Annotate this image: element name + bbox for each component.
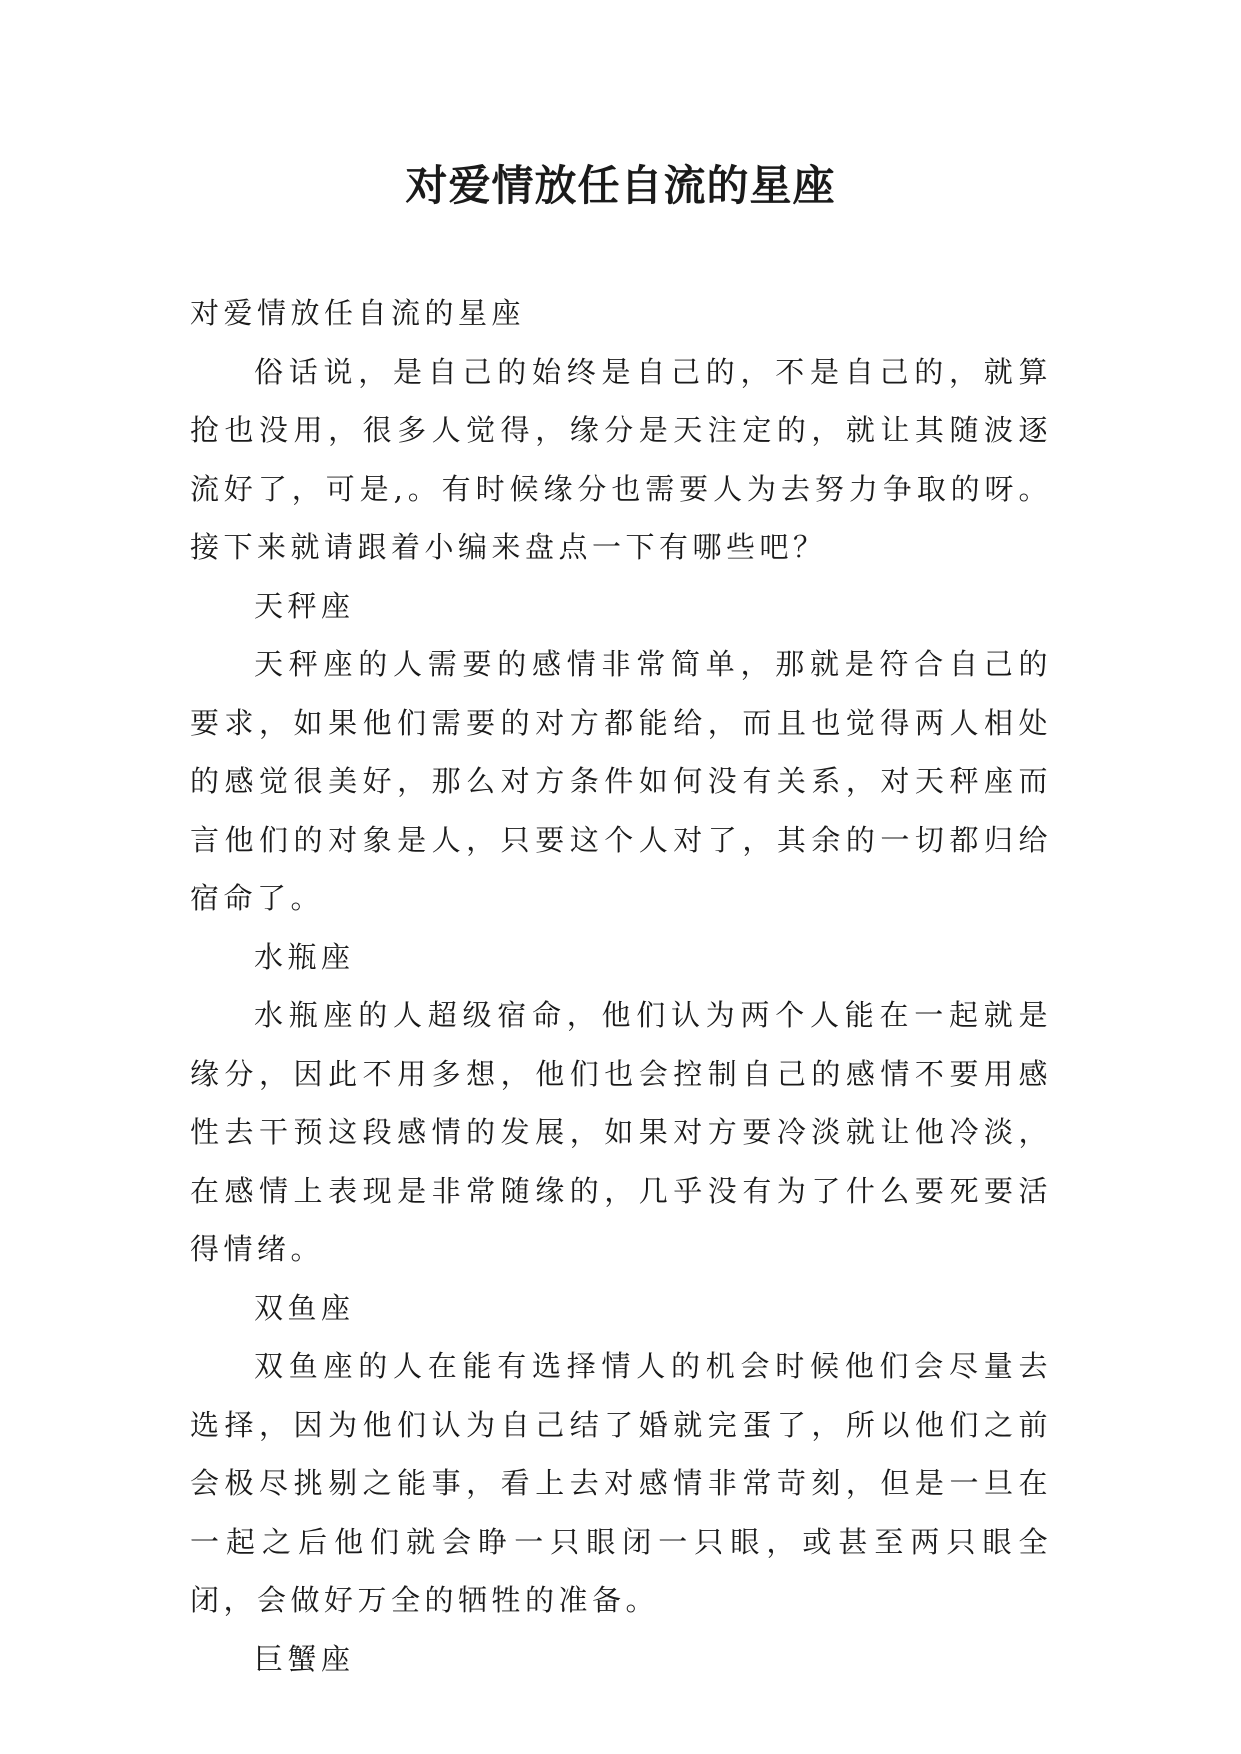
libra-paragraph: 天秤座的人需要的感情非常简单，那就是符合自己的要求，如果他们需要的对方都能给，而且也觉得两人相处的感觉很美好，那么对方条件如何没有关系，对天秤座而言他们的对象是人，只要这个人对了，其余的一切都归给宿命了。 xyxy=(190,647,1052,915)
document-subtitle: 对爱情放任自流的星座 xyxy=(190,296,526,330)
section-heading-cancer: 巨蟹座 xyxy=(254,1641,355,1676)
section-heading-aquarius: 水瓶座 xyxy=(254,939,355,974)
intro-paragraph: 俗话说，是自己的始终是自己的，不是自己的，就算抢也没用，很多人觉得，缘分是天注定的，就让其随波逐流好了，可是,。有时候缘分也需要人为去努力争取的呀。接下来就请跟着小编来盘点一下有哪些吧？ xyxy=(190,354,1052,564)
pisces-paragraph: 双鱼座的人在能有选择情人的机会时候他们会尽量去选择，因为他们认为自己结了婚就完蛋了，所以他们之前会极尽挑剔之能事，看上去对感情非常苛刻，但是一旦在一起之后他们就会睁一只眼闭一只眼，或甚至两只眼全闭，会做好万全的牺牲的准备。 xyxy=(190,1349,1052,1617)
section-heading-pisces: 双鱼座 xyxy=(254,1290,355,1325)
document-body xyxy=(190,284,1052,1688)
section-heading-libra: 天秤座 xyxy=(254,588,355,623)
aquarius-paragraph: 水瓶座的人超级宿命，他们认为两个人能在一起就是缘分，因此不用多想，他们也会控制自己的感情不要用感性去干预这段感情的发展，如果对方要冷淡就让他冷淡，在感情上表现是非常随缘的，几乎没有为了什么要死要活得情绪。 xyxy=(190,998,1052,1266)
document-title: 对爱情放任自流的星座 xyxy=(405,161,836,210)
